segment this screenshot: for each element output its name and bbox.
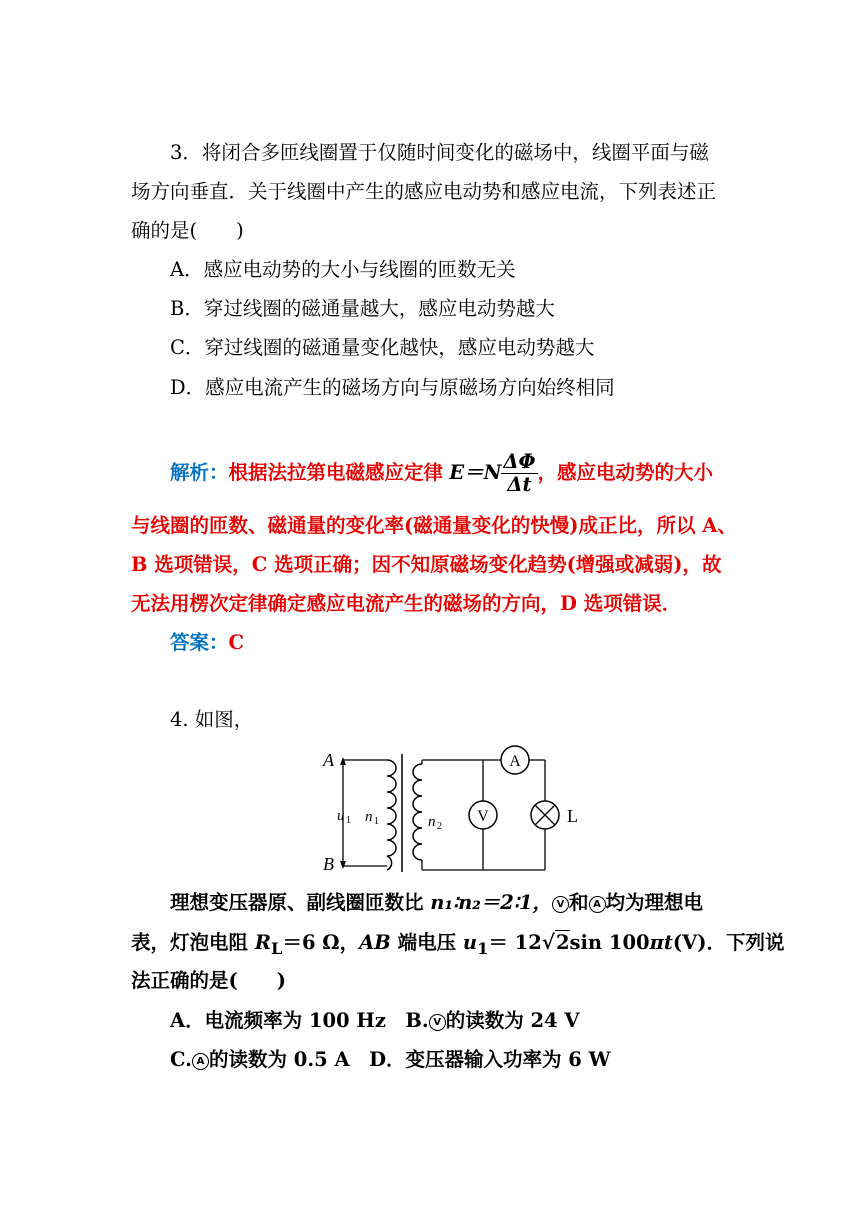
terminal-b-label: B [323, 854, 334, 874]
formula-fraction [501, 451, 537, 496]
ammeter-symbol-icon: A [589, 896, 606, 913]
analysis-line1 [170, 448, 730, 498]
q4-stem-line2: 表，灯泡电阻 $R_L=6$ Ω，AB 端电压 $u_1= 12√2\sin$ 100πt(V)．下列说 [131, 930, 785, 958]
ammeter-symbol-icon: A [192, 1053, 209, 1070]
primary-coil [387, 760, 396, 870]
answer-line [170, 631, 730, 655]
voltmeter-symbol-icon: V [552, 896, 569, 913]
q4-options-ab: A．电流频率为 100 Hz B. V 的读数为 24 V [170, 1009, 580, 1032]
q3-option-d: D．感应电流产生的磁场方向与原磁场方向始终相同 [170, 376, 615, 399]
transformer-circuit-figure [315, 740, 595, 880]
analysis-label: 解析： [170, 461, 229, 484]
q4-stem-line3: 法正确的是( ) [131, 969, 286, 992]
q3-stem-line1: 3．将闭合多匝线圈置于仅随时间变化的磁场中，线圈平面与磁 [170, 141, 709, 164]
ammeter-label: A [509, 753, 521, 770]
analysis-line3: B 选项错误，C 选项正确；因不知原磁场变化趋势(增强或减弱)，故 [131, 553, 722, 576]
sqrt-radicand: 2 [555, 931, 570, 954]
q4-intro: 4. 如图， [170, 708, 254, 731]
n2-sub: 2 [437, 821, 442, 832]
answer-value: C [228, 631, 245, 654]
lamp-label: L [567, 806, 578, 826]
analysis-line4: 无法用楞次定律确定感应电流产生的磁场的方向，D 选项错误． [131, 592, 682, 615]
u1-sub: 1 [346, 815, 351, 826]
answer-label: 答案： [170, 631, 229, 654]
analysis-line2: 与线圈的匝数、磁通量的变化率(磁通量变化的快慢)成正比，所以 A、 [131, 514, 737, 537]
n1-label: n [365, 809, 373, 825]
formula-denominator: Δt [507, 473, 532, 496]
formula-lhs: E＝N [449, 461, 502, 484]
q3-option-b: B．穿过线圈的磁通量越大，感应电动势越大 [170, 297, 555, 320]
u1-label: u [337, 808, 345, 824]
q3-option-a: A．感应电动势的大小与线圈的匝数无关 [170, 258, 516, 281]
q4-options-cd: C. A 的读数为 0.5 A D．变压器输入功率为 6 W [170, 1048, 611, 1071]
q3-stem-line3: 确的是( ) [131, 219, 244, 242]
n2-label: n [428, 814, 436, 830]
analysis-text-1b: ，感应电动势的大小 [537, 461, 714, 484]
q3-stem-line2: 场方向垂直．关于线圈中产生的感应电动势和感应电流，下列表述正 [131, 180, 717, 203]
q4-stem-line1: 理想变压器原、副线圈匝数比 n₁∶n₂＝2∶1， V 和 A 均为理想电 [170, 891, 704, 914]
secondary-coil [413, 764, 422, 860]
formula-numerator: ΔΦ [503, 450, 536, 473]
n1-sub: 1 [374, 816, 379, 827]
voltmeter-symbol-icon: V [429, 1014, 446, 1031]
terminal-a-label: A [323, 750, 334, 770]
q3-option-c: C．穿过线圈的磁通量变化越快，感应电动势越大 [170, 336, 595, 359]
analysis-text-1a: 根据法拉第电磁感应定律 [228, 461, 444, 484]
voltmeter-label: V [477, 808, 489, 825]
